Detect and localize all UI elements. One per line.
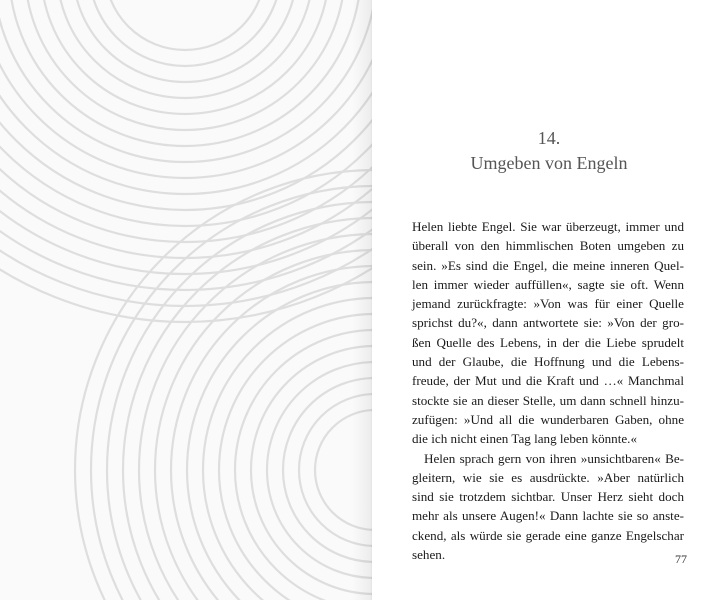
page-number: 77 <box>675 552 687 566</box>
decorative-ring <box>107 202 372 600</box>
text-line: sein. »Es sind die Engel, die meine inneren Quel- <box>412 257 684 273</box>
decorative-ring <box>187 282 372 600</box>
text-line: freude, der Mut und die Kraft und …« Manchmal <box>412 373 684 389</box>
decorative-ring <box>105 0 265 50</box>
right-page <box>372 0 726 600</box>
chapter-title: Umgeben von Engeln <box>470 153 628 173</box>
text-line: sind sie trotzdem sichtbar. Unser Herz sieht doch <box>412 489 684 505</box>
decorative-ring <box>203 298 372 600</box>
paragraph-1 <box>412 217 684 449</box>
text-line: zufügen: »Und all die wunderbaren Gaben, ohne <box>412 411 684 427</box>
text-line: und der Glaube, die Hoffnung und die Lebens- <box>412 354 684 370</box>
body-text <box>412 217 684 564</box>
decorative-ring <box>0 0 372 242</box>
text-line: Helen liebte Engel. Sie war überzeugt, immer und <box>412 219 684 234</box>
text-line: jemand zurückfragte: »Von was für einer Quelle <box>412 296 684 312</box>
text-line: Helen sprach gern von ihren »unsichtbaren« Be- <box>424 450 684 466</box>
decorative-ring <box>0 0 372 274</box>
decorative-ring <box>219 314 372 600</box>
text-line: sehen. <box>412 547 446 563</box>
decorative-ring <box>73 0 297 82</box>
text-line: die ich nicht einen Tag lang leben könnte.« <box>412 431 638 447</box>
decorative-ring <box>123 218 372 600</box>
text-line: ckend, als würde sie gerade eine ganze Engelschar <box>412 527 684 543</box>
chapter-number: 14. <box>537 128 561 148</box>
decorative-ring <box>89 0 281 66</box>
text-line: stockte sie an dieser Stelle, um dann schnell hinzu- <box>412 392 684 408</box>
paragraph-2 <box>412 449 684 565</box>
decorative-ring <box>171 266 372 600</box>
text-line: mehr als unsere Augen!« Dann lachte sie so anste- <box>412 508 684 524</box>
text-line: sprichst du?«, dann antwortete sie: »Von der gro- <box>412 315 684 331</box>
text-line: ßen Quelle des Lebens, in der die Liebe sprudelt <box>412 334 684 350</box>
text-line: gleitern, wie sie es ausdrückte. »Aber natürlich <box>412 469 684 485</box>
text-line: überall von den himmlischen Boten umgeben zu <box>412 238 684 254</box>
text-line: len immer wieder auffüllen«, sagte sie oft. Wenn <box>412 276 684 292</box>
